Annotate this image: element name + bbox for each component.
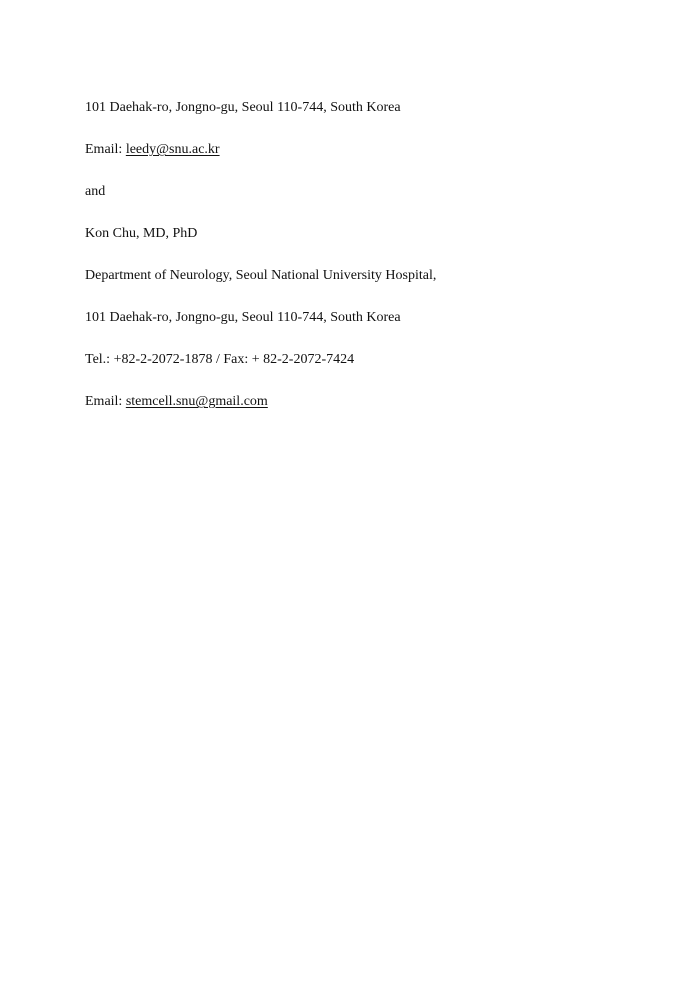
department-line: Department of Neurology, Seoul National University Hospital, — [85, 268, 437, 283]
email-link-1[interactable]: leedy@snu.ac.kr — [125, 142, 220, 157]
email-label-1: Email: — [85, 142, 126, 157]
email-line-1 — [85, 141, 220, 159]
email-link-2[interactable]: stemcell.snu@gmail.com — [125, 394, 268, 409]
phone-fax-line: Tel.: +82-2-2072-1878 / Fax: + 82-2-2072-7424 — [85, 352, 355, 367]
address-line-2: 101 Daehak-ro, Jongno-gu, Seoul 110-744, South Korea — [85, 310, 401, 325]
author-name-line: Kon Chu, MD, PhD — [85, 226, 198, 241]
address-line-1: 101 Daehak-ro, Jongno-gu, Seoul 110-744, South Korea — [85, 100, 401, 115]
email-line-2 — [85, 393, 268, 411]
email-label-2: Email: — [85, 394, 126, 409]
conjunction-line: and — [85, 184, 106, 199]
